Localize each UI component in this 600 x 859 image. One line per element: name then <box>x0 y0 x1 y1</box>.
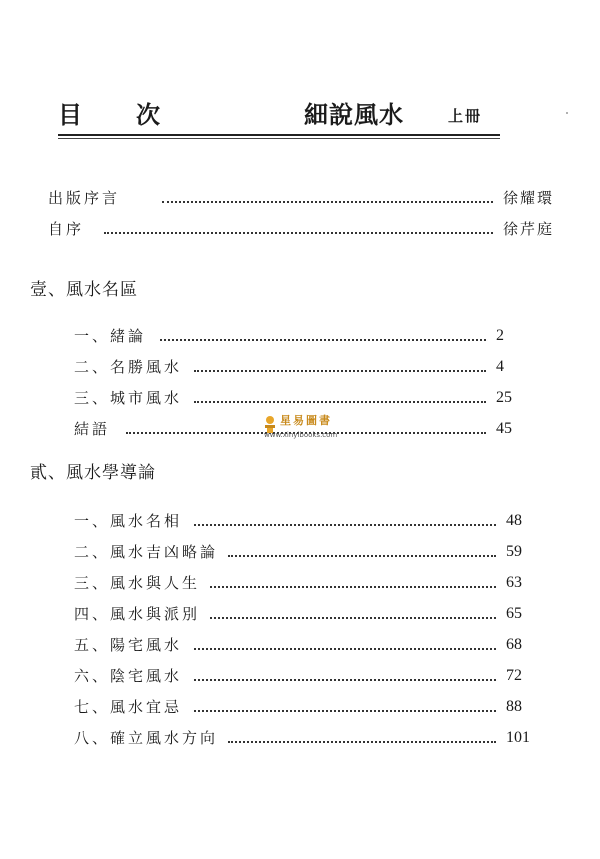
toc-page: 4 <box>496 358 504 375</box>
dot-leader <box>160 339 486 341</box>
page-header <box>58 98 500 138</box>
toc-page: 101 <box>506 729 530 746</box>
toc-row[interactable] <box>74 631 536 655</box>
toc-row[interactable] <box>74 507 536 531</box>
toc-page: 45 <box>496 420 512 437</box>
toc-label: 二、名勝風水 <box>74 358 183 376</box>
toc-label: 三、城市風水 <box>74 389 183 407</box>
dot-leader <box>210 617 496 619</box>
toc-label: 八、確立風水方向 <box>74 729 219 747</box>
toc-row[interactable] <box>74 724 546 748</box>
toc-page: 25 <box>496 389 512 406</box>
volume-label: 上冊 <box>448 107 483 125</box>
dot-leader <box>210 586 496 588</box>
toc-page: 59 <box>506 543 522 560</box>
book-title: 細說風水 <box>304 100 404 129</box>
toc-page: 68 <box>506 636 522 653</box>
toc-row[interactable] <box>74 600 536 624</box>
toc-row[interactable] <box>74 353 526 377</box>
publisher-watermark <box>262 413 340 445</box>
toc-page: 88 <box>506 698 522 715</box>
watermark-url: www.xinyibooks.com <box>264 431 338 439</box>
toc-row[interactable] <box>74 569 536 593</box>
toc-author: 徐芹庭 <box>502 220 554 238</box>
dot-leader <box>194 648 496 650</box>
dot-leader <box>228 555 496 557</box>
toc-label: 自序 <box>48 220 85 238</box>
paper-speck <box>566 112 568 114</box>
dot-leader <box>162 201 493 203</box>
toc-label: 三、風水與人生 <box>74 574 201 592</box>
toc-label: 五、陽宅風水 <box>74 636 183 654</box>
toc-label: 七、風水宜忌 <box>74 698 183 716</box>
dot-leader <box>194 710 496 712</box>
section-heading: 貳、風水學導論 <box>30 463 156 483</box>
toc-row[interactable] <box>74 538 536 562</box>
section-heading: 壹、風水名區 <box>30 280 138 300</box>
watermark-name: 星易圖書 <box>280 414 332 427</box>
toc-label: 一、緒論 <box>74 327 147 345</box>
toc-label: 出版序言 <box>48 189 121 207</box>
dot-leader <box>194 401 486 403</box>
dot-leader <box>194 524 496 526</box>
contents-label: 目次 <box>58 100 214 129</box>
toc-row[interactable] <box>74 693 536 717</box>
toc-page: 48 <box>506 512 522 529</box>
toc-row-author-preface[interactable] <box>48 215 554 239</box>
toc-label: 一、風水名相 <box>74 512 183 530</box>
header-rule-thin <box>58 138 500 139</box>
toc-label: 六、陰宅風水 <box>74 667 183 685</box>
dot-leader <box>104 232 493 234</box>
toc-label: 二、風水吉凶略論 <box>74 543 219 561</box>
toc-author: 徐耀環 <box>502 189 554 207</box>
toc-label: 四、風水與派別 <box>74 605 201 623</box>
toc-row-publisher-preface[interactable] <box>48 184 554 208</box>
dot-leader <box>194 679 496 681</box>
dot-leader <box>228 741 496 743</box>
toc-row[interactable] <box>74 322 526 346</box>
toc-page: 63 <box>506 574 522 591</box>
toc-page: 65 <box>506 605 522 622</box>
dot-leader <box>194 370 486 372</box>
toc-page: 2 <box>496 327 504 344</box>
toc-row[interactable] <box>74 384 526 408</box>
toc-page: 72 <box>506 667 522 684</box>
toc-row[interactable] <box>74 662 536 686</box>
toc-label: 結語 <box>74 420 111 438</box>
header-rule <box>58 134 500 136</box>
